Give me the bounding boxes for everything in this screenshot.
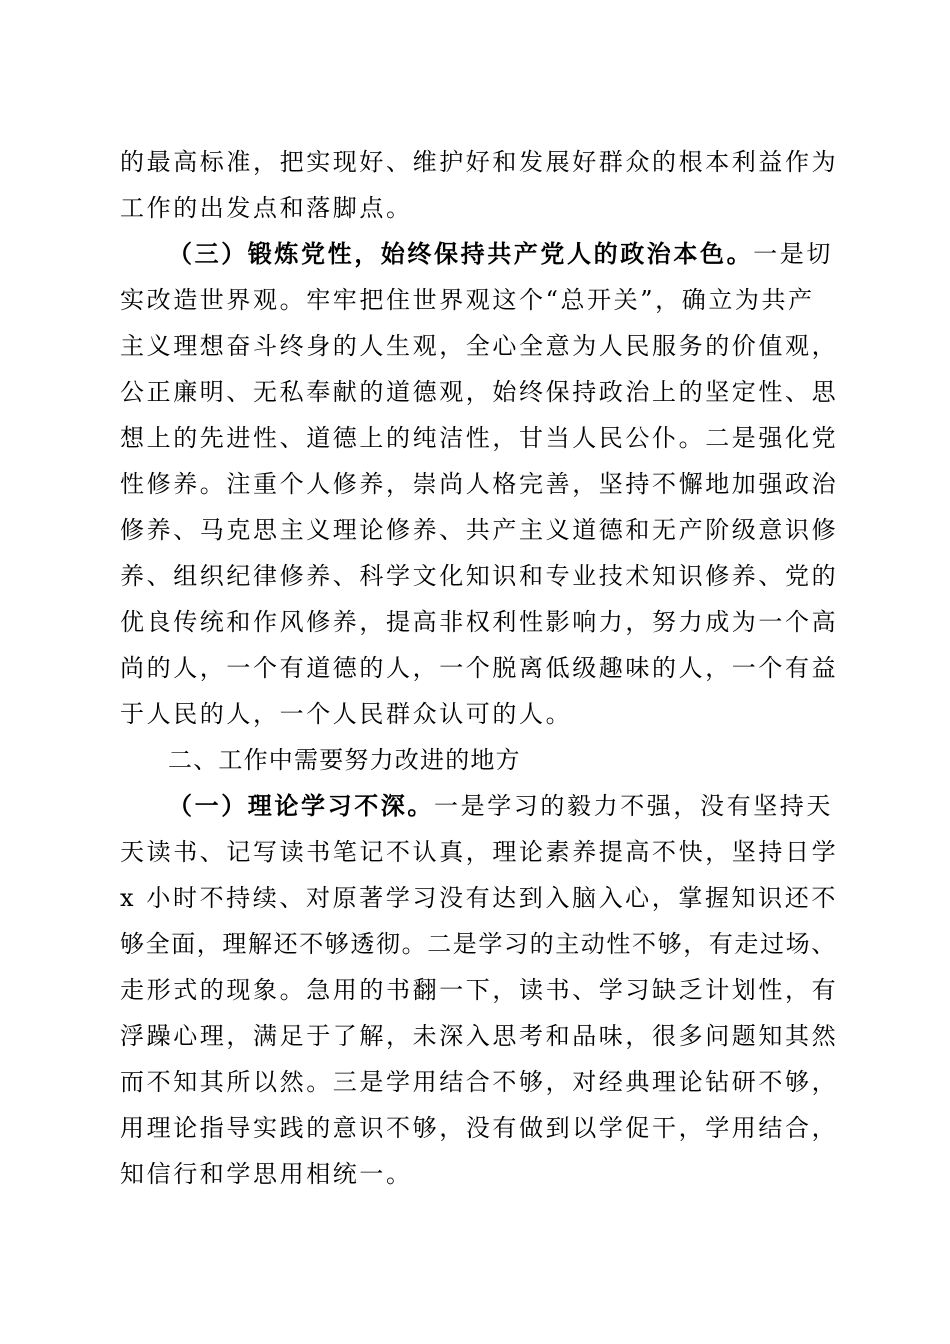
subsection-one-heading: （一）理论学习不深。 <box>168 791 434 820</box>
body-line: 公正廉明、无私奉献的道德观，始终保持政治上的坚定性、思 <box>120 378 839 406</box>
body-line: 想上的先进性、道德上的纯洁性，甘当人民公仆。二是强化党 <box>120 424 839 452</box>
subsection-one-text: 一是学习的毅力不强，没有坚持天 <box>434 792 833 820</box>
body-line: 优良传统和作风修养，提高非权利性影响力，努力成为一个高 <box>120 608 839 636</box>
body-line: 主义理想奋斗终身的人生观，全心全意为人民服务的价值观， <box>120 332 839 360</box>
section-three-text: 一是切 <box>753 240 834 268</box>
body-line: 知信行和学思用相统一。 <box>120 1160 413 1188</box>
body-line: 尚的人，一个有道德的人，一个脱离低级趣味的人，一个有益 <box>120 654 839 682</box>
body-line: 而不知其所以然。三是学用结合不够，对经典理论钻研不够， <box>120 1068 839 1096</box>
body-line: 养、组织纪律修养、科学文化知识和专业技术知识修养、党的 <box>120 562 839 590</box>
body-line: x 小时不持续、对原著学习没有达到入脑入心，掌握知识还不 <box>120 884 838 912</box>
body-line: 走形式的现象。急用的书翻一下，读书、学习缺乏计划性，有 <box>120 976 839 1004</box>
subsection-one-first-line <box>168 791 833 821</box>
body-line: 天读书、记写读书笔记不认真，理论素养提高不快，坚持日学 <box>120 838 839 866</box>
body-line: 工作的出发点和落脚点。 <box>120 194 413 222</box>
body-line: 的最高标准，把实现好、维护好和发展好群众的根本利益作为 <box>120 148 839 176</box>
section-three-first-line <box>168 239 833 269</box>
body-line: 够全面，理解还不够透彻。二是学习的主动性不够，有走过场、 <box>120 930 837 958</box>
body-line: 性修养。注重个人修养，崇尚人格完善，坚持不懈地加强政治 <box>120 470 839 498</box>
section-heading: 二、工作中需要努力改进的地方 <box>168 746 521 774</box>
body-line: 修养、马克思主义理论修养、共产主义道德和无产阶级意识修 <box>120 516 839 544</box>
body-line: 实改造世界观。牢牢把住世界观这个“总开关”，确立为共产 <box>120 286 815 314</box>
section-three-heading: （三）锻炼党性，始终保持共产党人的政治本色。 <box>168 239 754 268</box>
body-line: 于人民的人，一个人民群众认可的人。 <box>120 700 573 728</box>
body-line: 浮躁心理，满足于了解，未深入思考和品味，很多问题知其然 <box>120 1022 839 1050</box>
body-line: 用理论指导实践的意识不够，没有做到以学促干，学用结合， <box>120 1114 839 1142</box>
